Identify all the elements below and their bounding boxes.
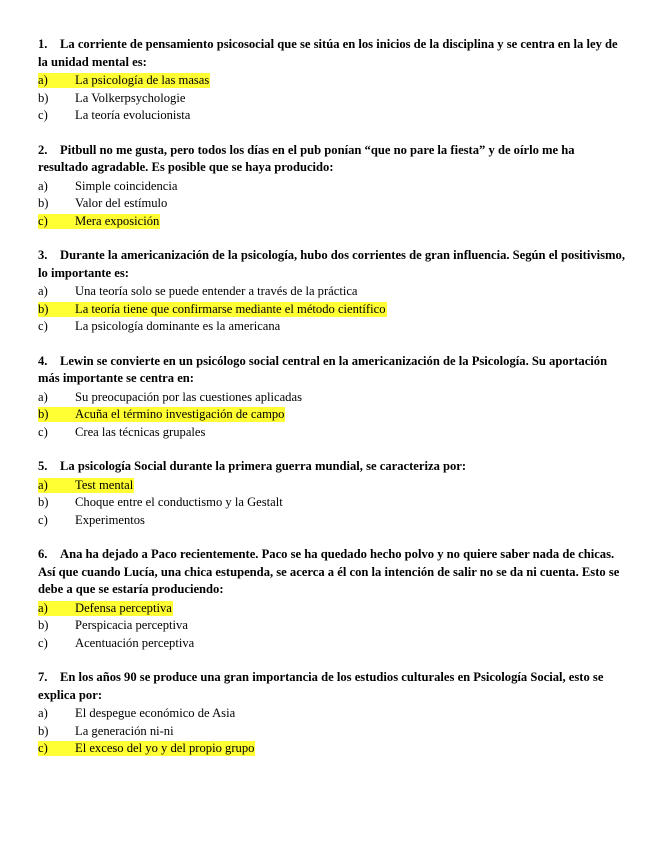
question-stem	[38, 353, 625, 388]
option-text: Test mental	[75, 477, 134, 492]
option-text: La psicología dominante es la americana	[75, 319, 281, 333]
option-letter: c)	[38, 319, 48, 333]
answer-option	[38, 512, 625, 530]
option-text: Experimentos	[75, 512, 145, 527]
answer-option	[38, 389, 625, 407]
answer-option	[38, 195, 625, 213]
option-text: Acentuación perceptiva	[75, 635, 195, 650]
option-text: Acuña el término investigación de campo	[75, 407, 285, 421]
answer-option-highlighted	[38, 406, 625, 424]
question-text: La psicología Social durante la primera guerra mundial, se caracteriza por:	[60, 459, 467, 473]
option-letter: b)	[38, 723, 49, 738]
question-text: Pitbull no me gusta, pero todos los días en el pub ponían “que no pare la fiesta” y de oírlo me ha resultado agradable. Es posible que se haya producido:	[38, 142, 575, 174]
option-letter: c)	[38, 108, 48, 122]
option-letter: c)	[38, 635, 48, 650]
question-list	[38, 36, 625, 758]
question-stem	[38, 36, 625, 71]
answer-option	[38, 178, 625, 196]
answer-option	[38, 705, 625, 723]
option-text: La psicología de las masas	[75, 73, 210, 87]
option-letter: c)	[38, 214, 75, 229]
answer-option	[38, 723, 625, 741]
question-number: 3.	[38, 248, 48, 262]
option-letter: b)	[38, 407, 75, 422]
question-6	[38, 546, 625, 652]
option-letter: a)	[38, 284, 48, 298]
option-letter: b)	[38, 495, 49, 509]
answer-option	[38, 318, 625, 336]
option-letter: a)	[38, 389, 48, 404]
question-stem	[38, 247, 625, 282]
question-stem	[38, 142, 625, 177]
answer-option-highlighted	[38, 600, 625, 618]
question-stem	[38, 669, 625, 704]
option-letter: a)	[38, 706, 48, 720]
answer-option	[38, 635, 625, 653]
answer-option	[38, 90, 625, 108]
option-text: La generación ni-ni	[75, 723, 174, 738]
question-text: Durante la americanización de la psicología, hubo dos corrientes de gran influencia. Según el positivismo, lo importante es:	[38, 248, 625, 280]
question-number: 5.	[38, 459, 48, 473]
option-letter: a)	[38, 478, 75, 493]
answer-option-highlighted	[38, 740, 625, 758]
option-text: Simple coincidencia	[75, 178, 178, 193]
question-number: 1.	[38, 37, 48, 51]
question-text: En los años 90 se produce una gran importancia de los estudios culturales en Psicología Social, esto se explica por:	[38, 670, 604, 702]
answer-option	[38, 283, 625, 301]
answer-option	[38, 107, 625, 125]
question-number: 6.	[38, 547, 48, 561]
option-text: Perspicacia perceptiva	[75, 618, 188, 632]
question-number: 4.	[38, 353, 48, 368]
option-text: La teoría evolucionista	[75, 108, 191, 122]
option-letter: c)	[38, 512, 48, 527]
option-text: El exceso del yo y del propio grupo	[75, 741, 255, 755]
question-number: 2.	[38, 142, 48, 157]
option-letter: a)	[38, 73, 75, 88]
question-3	[38, 247, 625, 336]
option-letter: a)	[38, 178, 48, 193]
question-text: Ana ha dejado a Paco recientemente. Paco se ha quedado hecho polvo y no quiere saber nada de chicas. Así que cuando Lucía, una chica estupenda, se acerca a él con la intención de salir no se da ni cuenta. Esto se debe a que se estaría produciendo:	[38, 547, 620, 596]
question-5	[38, 458, 625, 529]
question-stem	[38, 458, 625, 476]
option-letter: b)	[38, 618, 49, 632]
option-letter: a)	[38, 601, 75, 616]
option-text: La teoría tiene que confirmarse mediante el método científico	[75, 301, 386, 316]
option-letter: b)	[38, 196, 49, 210]
option-text: Crea las técnicas grupales	[75, 424, 206, 439]
option-letter: b)	[38, 302, 75, 317]
question-4	[38, 353, 625, 442]
answer-option	[38, 494, 625, 512]
option-letter: c)	[38, 741, 75, 756]
option-text: Una teoría solo se puede entender a través de la práctica	[75, 284, 358, 298]
question-1	[38, 36, 625, 125]
option-text: La Volkerpsychologie	[75, 90, 186, 105]
answer-option-highlighted	[38, 477, 625, 495]
question-stem	[38, 546, 625, 599]
option-letter: b)	[38, 90, 49, 105]
answer-option-highlighted	[38, 72, 625, 90]
answer-option	[38, 617, 625, 635]
question-text: La corriente de pensamiento psicosocial que se sitúa en los inicios de la disciplina y se centra en la ley de la unidad mental es:	[38, 37, 618, 69]
question-2	[38, 142, 625, 231]
option-text: Mera exposición	[75, 213, 160, 228]
answer-option-highlighted	[38, 213, 625, 231]
answer-option	[38, 424, 625, 442]
option-text: Defensa perceptiva	[75, 600, 172, 615]
answer-option-highlighted	[38, 301, 625, 319]
question-number: 7.	[38, 670, 48, 684]
question-7	[38, 669, 625, 758]
option-text: Su preocupación por las cuestiones aplicadas	[75, 389, 302, 404]
question-text: Lewin se convierte en un psicólogo social central en la americanización de la Psicología. Su aportación más importante se centra en:	[38, 353, 608, 385]
option-text: El despegue económico de Asia	[75, 706, 236, 720]
option-text: Choque entre el conductismo y la Gestalt	[75, 495, 283, 509]
option-text: Valor del estímulo	[75, 196, 168, 210]
option-letter: c)	[38, 424, 48, 439]
